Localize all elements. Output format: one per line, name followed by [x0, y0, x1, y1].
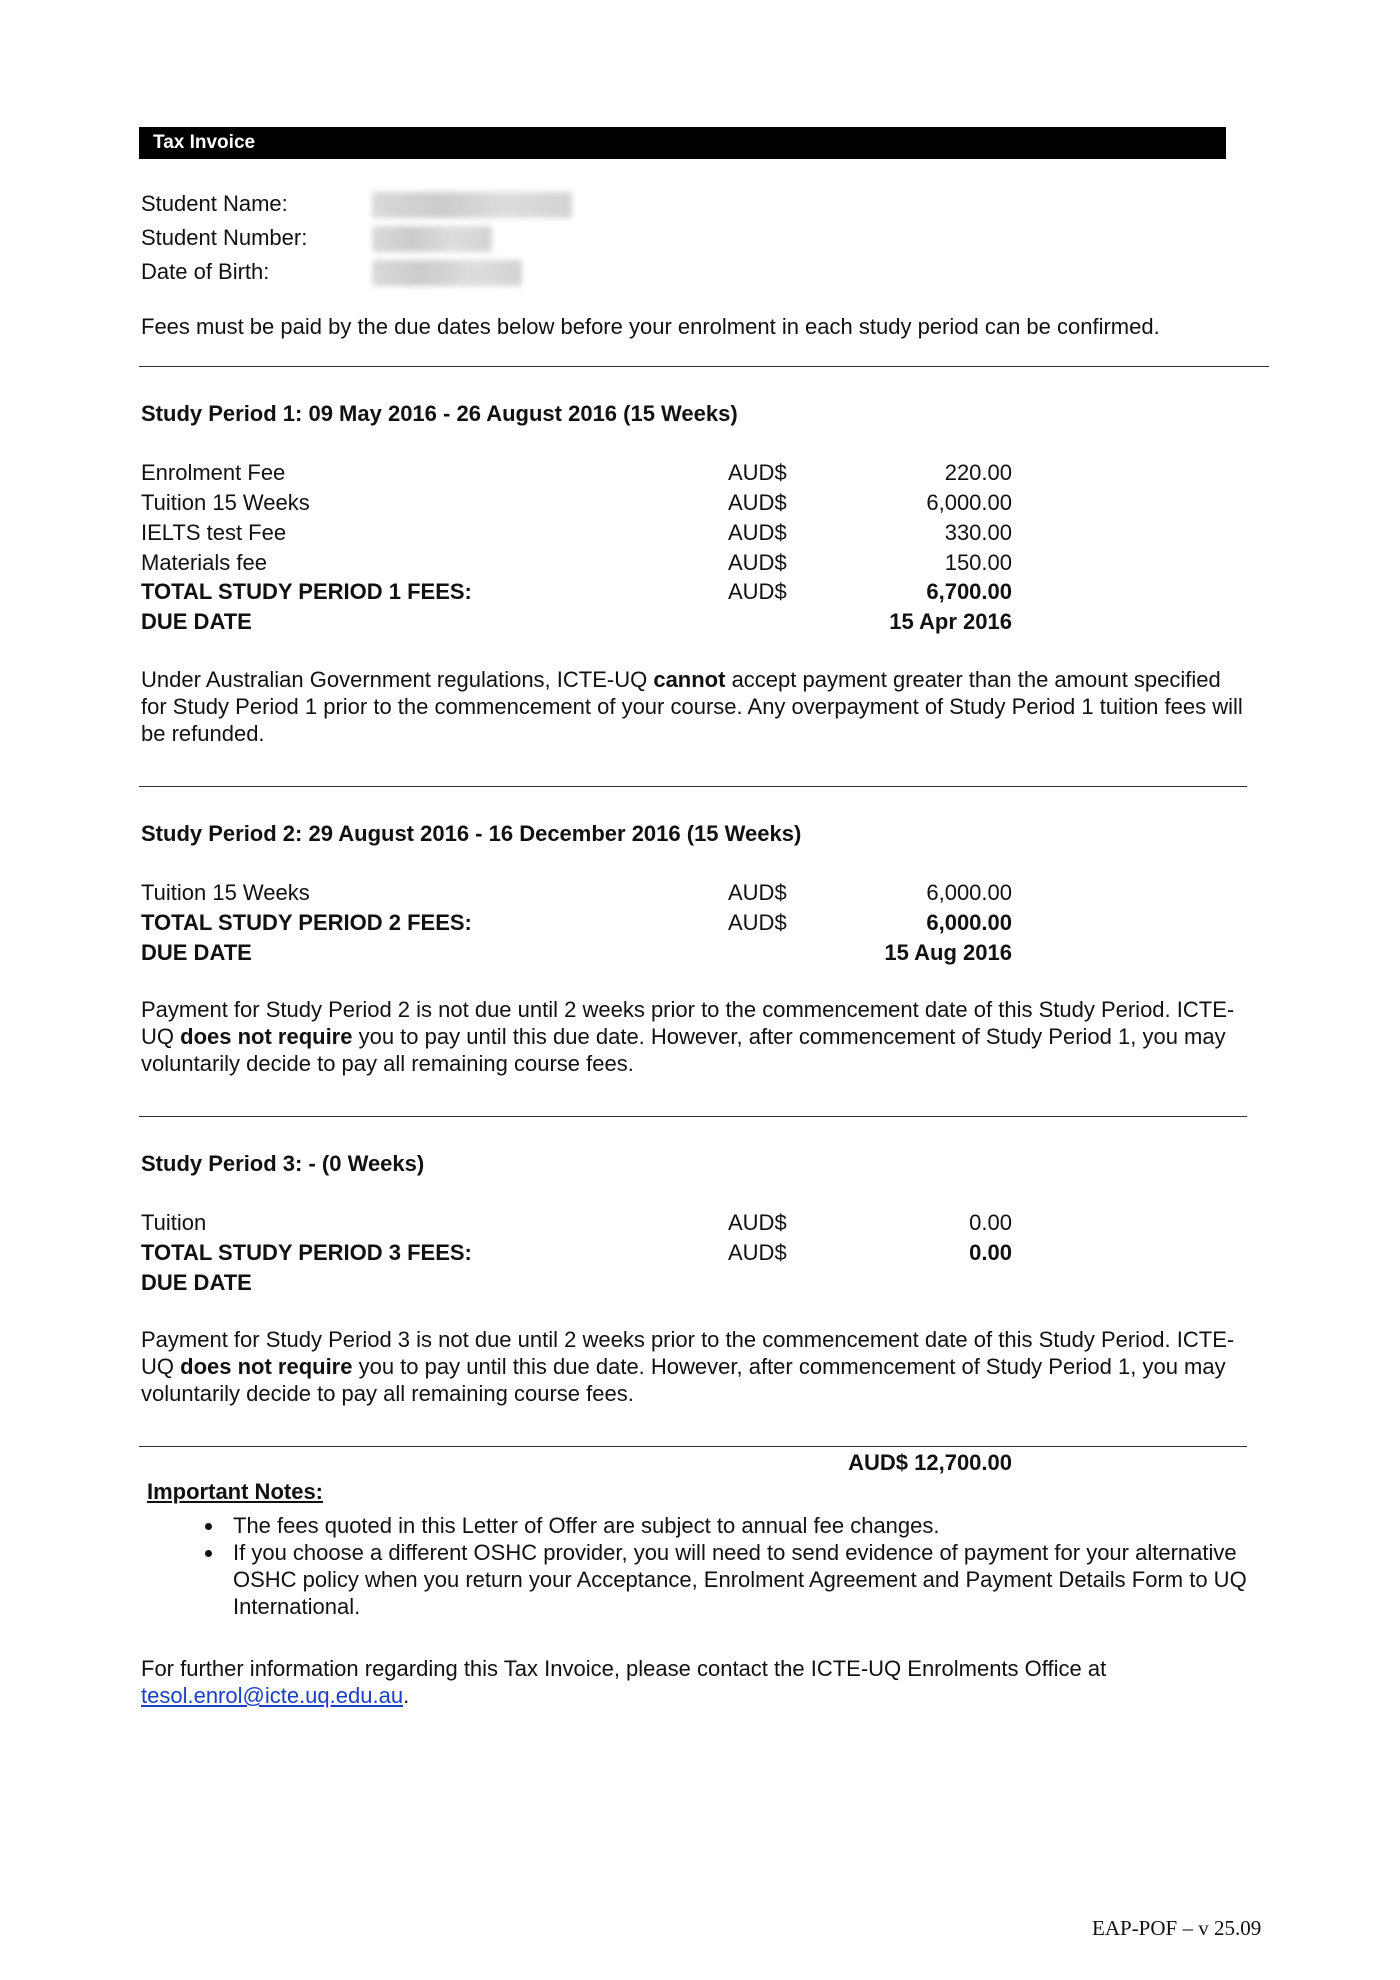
period1-total-currency: AUD$: [728, 579, 787, 604]
period3-heading: Study Period 3: - (0 Weeks): [141, 1151, 425, 1176]
fee-currency: AUD$: [728, 520, 787, 545]
period2-heading: Study Period 2: 29 August 2016 - 16 December 2016 (15 Weeks): [141, 821, 802, 846]
fee-amount: 0.00: [969, 1210, 1012, 1235]
fee-label: Tuition 15 Weeks: [141, 490, 310, 515]
fee-currency: AUD$: [728, 1210, 787, 1235]
period1-total-amount: 6,700.00: [926, 579, 1012, 604]
fee-amount: 220.00: [944, 460, 1012, 485]
period2-due-date: 15 Aug 2016: [884, 940, 1012, 965]
period2-due-label: DUE DATE: [141, 940, 252, 965]
divider: [139, 1116, 1247, 1117]
period1-note: Under Australian Government regulations, ICTE-UQ cannot accept payment greater than the amount specified for Study Period 1 prior to the commencement of your course. Any overpayment of Study Period 1 tuition fees will be refunded.: [141, 667, 1243, 746]
fee-currency: AUD$: [728, 490, 787, 515]
fee-label: IELTS test Fee: [141, 520, 287, 545]
period3-note: Payment for Study Period 3 is not due until 2 weeks prior to the commencement date of this Study Period. ICTE-UQ does not require you to pay until this due date. However, after commencement of Study Period 1, you may voluntarily decide to pay all remaining course fees.: [141, 1327, 1235, 1406]
fee-amount: 6,000.00: [926, 880, 1012, 905]
fee-label: Enrolment Fee: [141, 460, 286, 485]
grand-total: AUD$ 12,700.00: [848, 1450, 1012, 1475]
period1-total-label: TOTAL STUDY PERIOD 1 FEES:: [141, 579, 472, 604]
period3-due-label: DUE DATE: [141, 1270, 252, 1295]
period2-total-amount: 6,000.00: [926, 910, 1012, 935]
period3-total-currency: AUD$: [728, 1240, 787, 1265]
fee-label: Tuition 15 Weeks: [141, 880, 310, 905]
period2-note: Payment for Study Period 2 is not due until 2 weeks prior to the commencement date of this Study Period. ICTE-UQ does not require you to pay until this due date. However, after commencement of Study Period 1, you may voluntarily decide to pay all remaining course fees.: [141, 997, 1235, 1076]
fee-currency: AUD$: [728, 880, 787, 905]
period2-total-currency: AUD$: [728, 910, 787, 935]
fee-currency: AUD$: [728, 550, 787, 575]
period1-heading: Study Period 1: 09 May 2016 - 26 August 2016 (15 Weeks): [141, 401, 738, 426]
period2-total-label: TOTAL STUDY PERIOD 2 FEES:: [141, 910, 472, 935]
fee-amount: 6,000.00: [926, 490, 1012, 515]
period3-total-label: TOTAL STUDY PERIOD 3 FEES:: [141, 1240, 472, 1265]
student-name-label: Student Name:: [141, 191, 288, 216]
period1-due-date: 15 Apr 2016: [889, 609, 1012, 634]
period1-due-label: DUE DATE: [141, 609, 252, 634]
divider: [139, 786, 1247, 787]
list-item: • If you choose a different OSHC provider, you will need to send evidence of payment for your alternative OSHC policy when you return your Acceptance, Enrolment Agreement and Payment Details Form to UQ International.: [225, 1539, 1285, 1620]
fee-label: Tuition: [141, 1210, 207, 1235]
contact-text: For further information regarding this Tax Invoice, please contact the ICTE-UQ Enrolments Office at tesol.enrol@icte.uq.edu.au.: [141, 1656, 1107, 1708]
redacted-student-name: [372, 192, 572, 218]
divider: [139, 366, 1269, 367]
list-item: • The fees quoted in this Letter of Offer are subject to annual fee changes.: [225, 1512, 1285, 1539]
fee-amount: 150.00: [944, 550, 1012, 575]
fee-label: Materials fee: [141, 550, 267, 575]
payment-intro: Fees must be paid by the due dates below before your enrolment in each study period can be confirmed.: [141, 314, 1160, 339]
document-version: EAP-POF – v 25.09: [1092, 1916, 1262, 1940]
enrolments-email-link[interactable]: tesol.enrol@icte.uq.edu.au: [141, 1683, 404, 1708]
student-number-label: Student Number:: [141, 225, 308, 250]
important-notes-heading: Important Notes:: [147, 1479, 323, 1504]
date-of-birth-label: Date of Birth:: [141, 259, 270, 284]
fee-amount: 330.00: [944, 520, 1012, 545]
redacted-student-number: [372, 226, 492, 252]
period3-total-amount: 0.00: [969, 1240, 1012, 1265]
important-notes-list: [175, 1512, 1285, 1620]
fee-currency: AUD$: [728, 460, 787, 485]
divider: [139, 1446, 1247, 1447]
tax-invoice-header: Tax Invoice: [139, 127, 1226, 159]
redacted-date-of-birth: [372, 260, 522, 286]
